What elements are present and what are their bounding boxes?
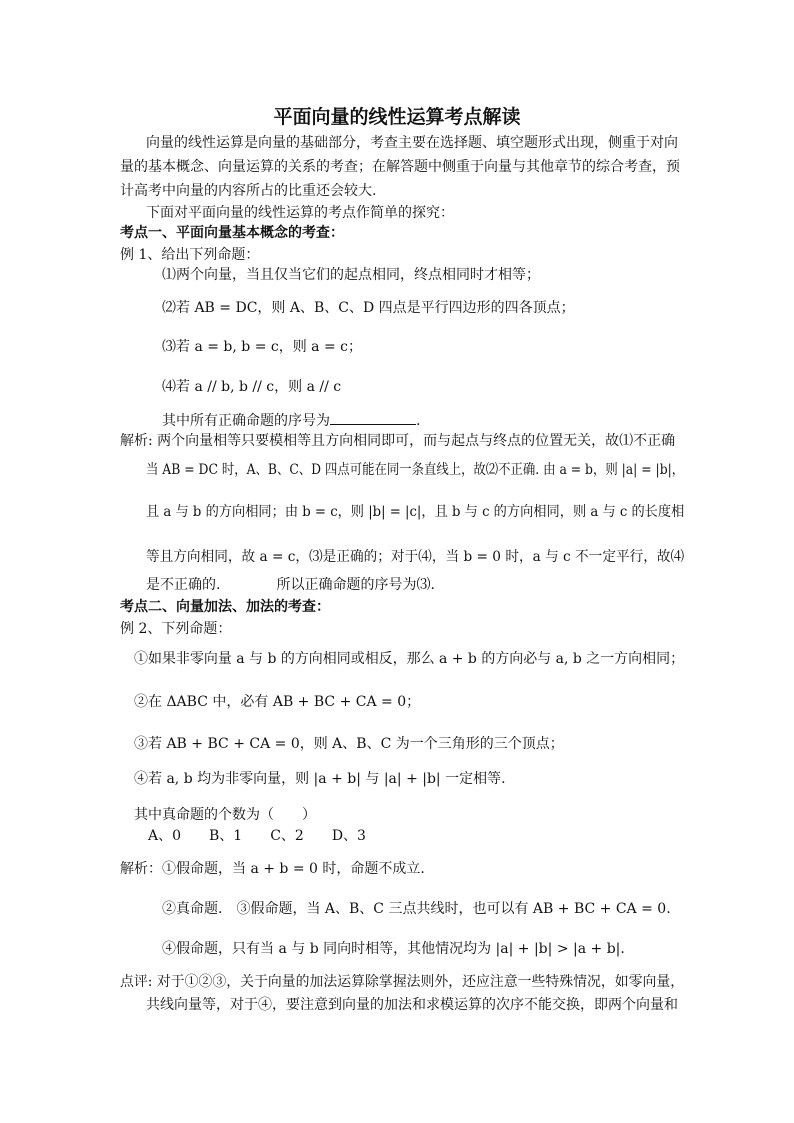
example2-label: 例 2、下列命题： xyxy=(120,621,232,637)
example1-item-2: ⑵若 AB = DC，则 A、B、C、D 四点是平行四边形的四各顶点； xyxy=(162,300,575,316)
example1-item-4: ⑷若 a // b, b // c，则 a // c xyxy=(162,379,342,395)
comment-line-1: 点评: 对于①②③，关于向量的加法运算除掌握法则外，还应注意一些特殊情况，如零向量， xyxy=(120,974,685,990)
intro-line-1: 向量的线性运算是向量的基础部分，考查主要在选择题、填空题形式出现，侧重于对向 xyxy=(146,135,678,151)
intro-line-3: 计高考中向量的内容所占的比重还会较大. xyxy=(120,183,377,199)
example1-analysis-1: 解析: 两个向量相等只要模相等且方向相同即可，而与起点与终点的位置无关，故⑴不正确 xyxy=(120,433,676,449)
example2-question: 其中真命题的个数为（ ） xyxy=(134,807,316,823)
example2-analysis-2: ②真命题. ③假命题，当 A、B、C 三点共线时，也可以有 AB + BC + CA = 0. xyxy=(162,901,671,917)
example1-item-3: ⑶若 a = b, b = c，则 a = c； xyxy=(162,339,362,355)
example1-analysis-5: 是不正确的. 所以正确命题的序号为⑶. xyxy=(146,577,435,593)
section1-heading: 考点一、平面向量基本概念的考查： xyxy=(120,225,344,241)
example1-analysis-2: 当 AB = DC 时，A、B、C、D 四点可能在同一条直线上，故⑵不正确. 由 a = b，则 |a| = |b|， xyxy=(146,462,685,478)
example1-label: 例 1、给出下列命题： xyxy=(120,247,260,263)
example1-item-1: ⑴两个向量，当且仅当它们的起点相同，终点相同时才相等； xyxy=(162,267,540,283)
example2-analysis-3: ④假命题，只有当 a 与 b 同向时相等，其他情况均为 |a| + |b| > |a + b|. xyxy=(162,941,625,957)
intro-line-2: 量的基本概念、向量运算的关系的考查；在解答题中侧重于向量与其他章节的综合考查，预 xyxy=(120,159,680,175)
comment-line-2: 共线向量等，对于④，要注意到向量的加法和求模运算的次序不能交换，即两个向量和 xyxy=(146,997,678,1013)
example2-options: A、0 B、1 C、2 D、3 xyxy=(148,828,366,844)
example1-question-text: 其中所有正确命题的序号为 xyxy=(162,413,330,429)
example1-question-end: . xyxy=(416,413,421,429)
example1-analysis-3: 且 a 与 b 的方向相同；由 b = c，则 |b| = |c|，且 b 与 c 的方向相同，则 a 与 c 的长度相 xyxy=(146,504,685,520)
example1-question xyxy=(162,411,420,428)
section2-heading: 考点二、向量加法、加法的考查： xyxy=(120,599,330,615)
answer-blank[interactable] xyxy=(330,411,416,425)
example2-item-4: ④若 a, b 均为非零向量，则 |a + b| 与 |a| + |b| 一定相等. xyxy=(134,771,506,787)
intro-line-4: 下面对平面向量的线性运算的考点作简单的探究： xyxy=(146,205,454,221)
page-title: 平面向量的线性运算考点解读 xyxy=(273,106,521,128)
example2-item-3: ③若 AB + BC + CA = 0，则 A、B、C 为一个三角形的三个顶点； xyxy=(134,736,564,752)
example2-item-1: ①如果非零向量 a 与 b 的方向相同或相反，那么 a + b 的方向必与 a, b 之一方向相同； xyxy=(134,651,685,667)
example2-analysis-1: 解析：①假命题，当 a + b = 0 时，命题不成立. xyxy=(120,861,425,877)
example1-analysis-4: 等且方向相同，故 a = c，⑶是正确的；对于⑷，当 b = 0 时，a 与 c 不一定平行，故⑷ xyxy=(146,549,685,565)
example2-item-2: ②在 ΔABC 中，必有 AB + BC + CA = 0； xyxy=(134,694,421,710)
